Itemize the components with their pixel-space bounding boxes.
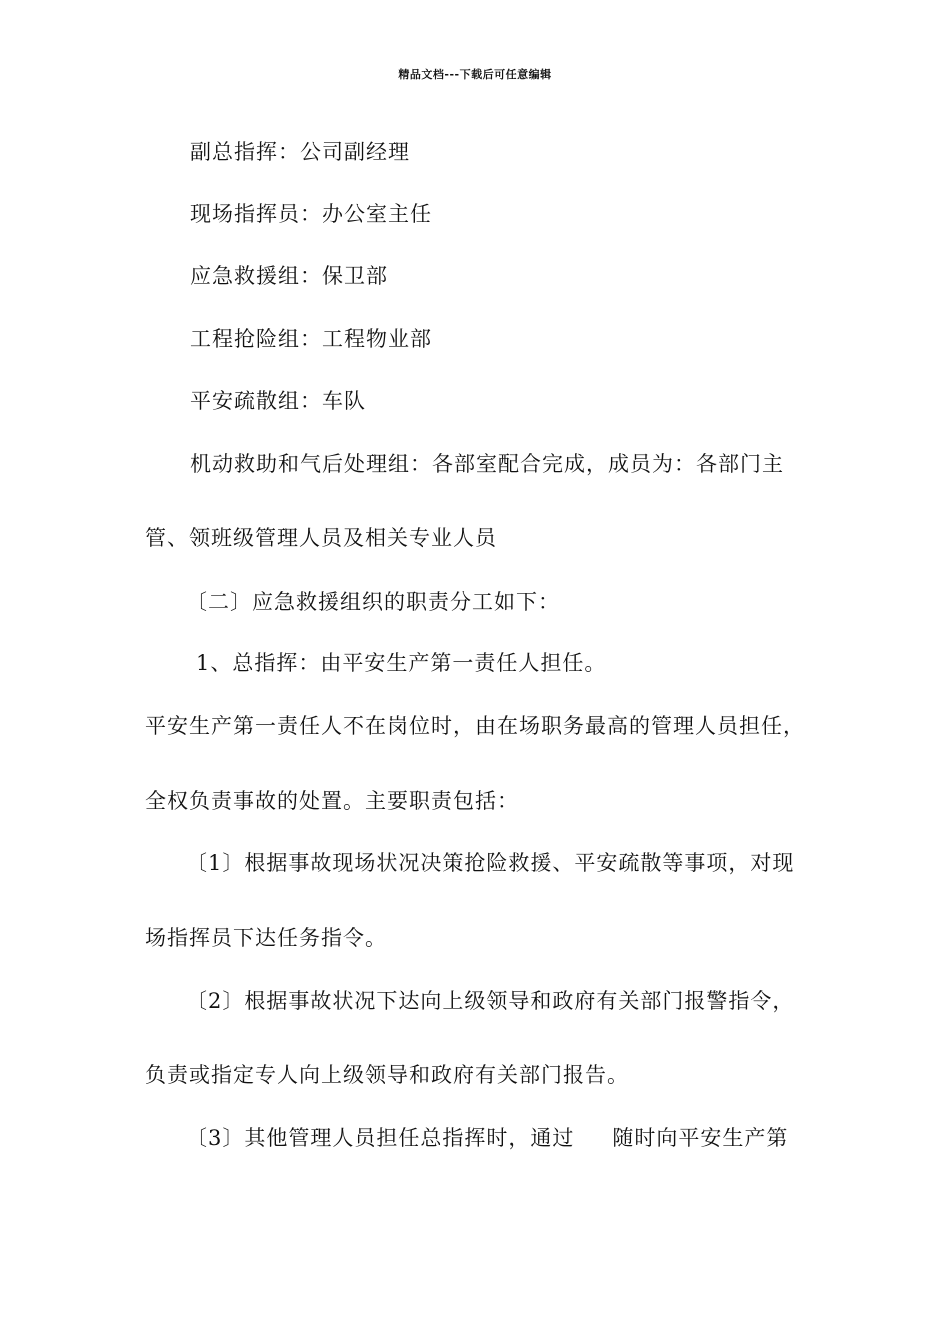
paragraph-line: 副总指挥：公司副经理 bbox=[190, 140, 410, 164]
paragraph-line: 应急救援组：保卫部 bbox=[190, 264, 388, 288]
paragraph-line: 场指挥员下达任务指令。 bbox=[145, 926, 387, 950]
paragraph-line: 1、总指挥：由平安生产第一责任人担任。 bbox=[196, 651, 607, 675]
paragraph-line: 工程抢险组：工程物业部 bbox=[190, 327, 432, 351]
paragraph-line: 负责或指定专人向上级领导和政府有关部门报告。 bbox=[145, 1063, 629, 1087]
paragraph-line: 管、领班级管理人员及相关专业人员 bbox=[145, 526, 497, 550]
paragraph-line: 平安生产第一责任人不在岗位时，由在场职务最高的管理人员担任， bbox=[145, 714, 805, 738]
section-heading: 〔二〕应急救援组织的职责分工如下： bbox=[186, 590, 560, 614]
page-header: 精品文档---下载后可任意编辑 bbox=[398, 68, 552, 81]
paragraph-line: 〔2〕根据事故状况下达向上级领导和政府有关部门报警指令， bbox=[186, 989, 795, 1013]
paragraph-line bbox=[186, 1125, 788, 1151]
line-part-2: 随时向平安生产第 bbox=[612, 1126, 789, 1150]
paragraph-line: 〔1〕根据事故现场状况决策抢险救援、平安疏散等事项，对现 bbox=[186, 851, 795, 875]
paragraph-line: 平安疏散组：车队 bbox=[190, 389, 366, 413]
paragraph-line: 机动救助和气后处理组：各部室配合完成，成员为：各部门主 bbox=[190, 452, 784, 476]
paragraph-line: 现场指挥员：办公室主任 bbox=[190, 202, 432, 226]
line-part-1: 〔3〕其他管理人员担任总指挥时，通过 bbox=[186, 1126, 575, 1150]
paragraph-line: 全权负责事故的处置。主要职责包括： bbox=[145, 789, 519, 813]
